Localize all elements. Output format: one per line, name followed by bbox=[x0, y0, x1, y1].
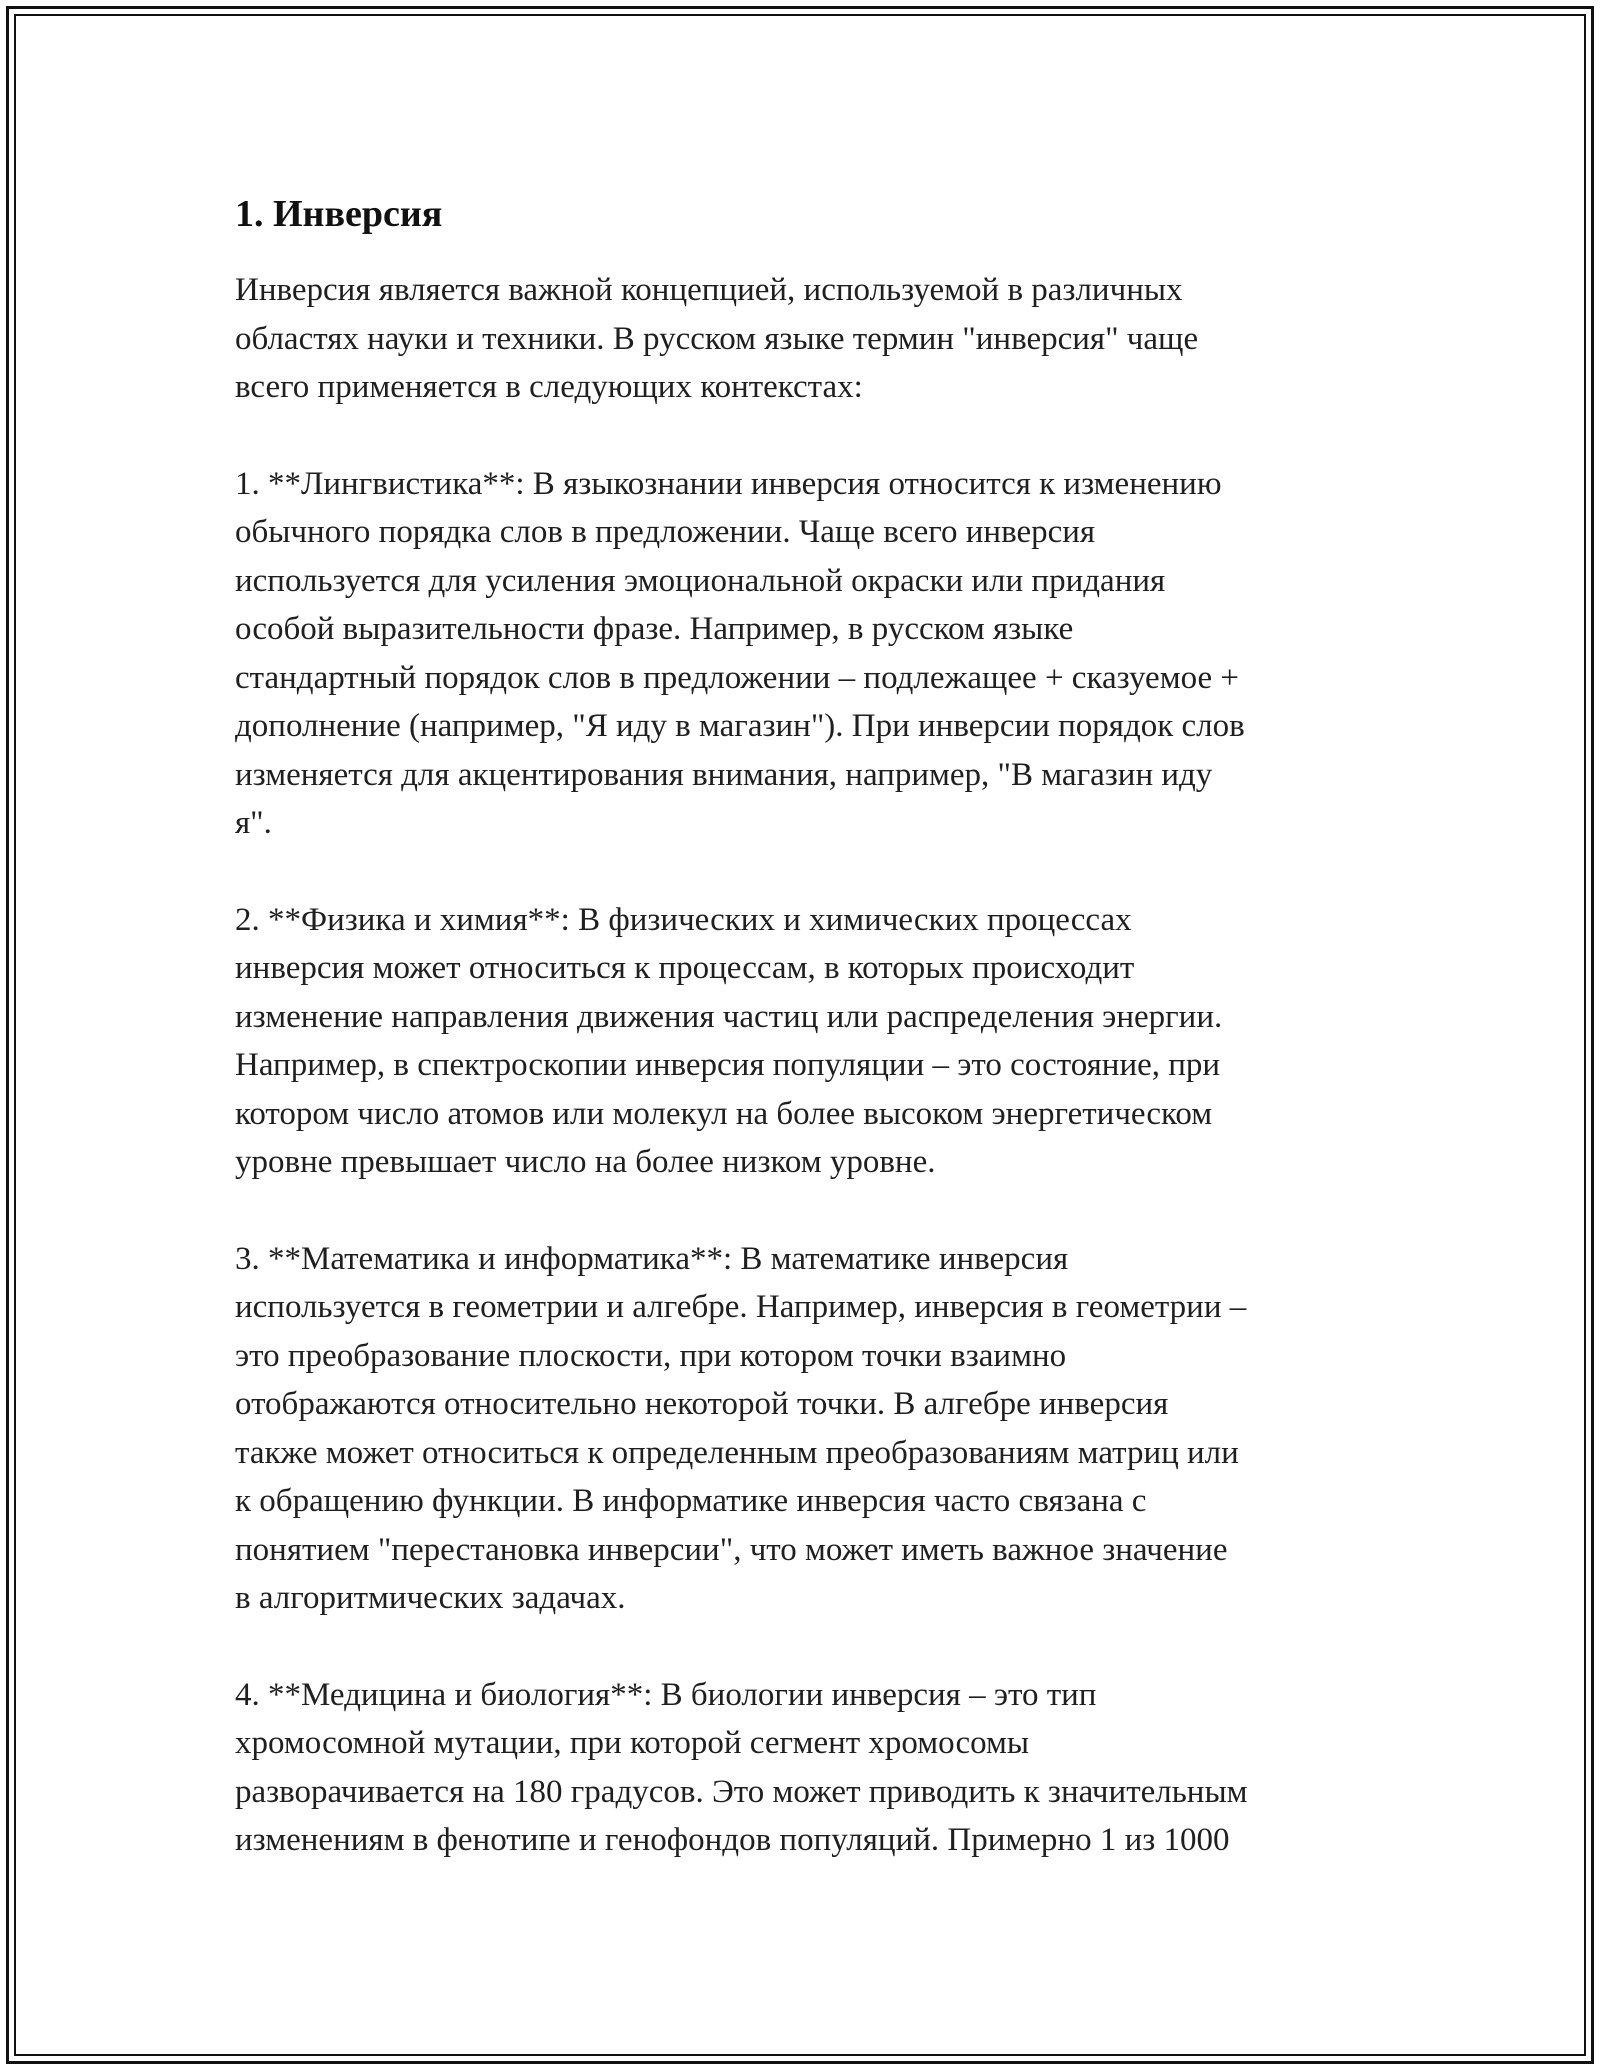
text-line: также может относиться к определенным преобразованиям матриц или bbox=[235, 1434, 1239, 1471]
text-line: обычного порядка слов в предложении. Чаще всего инверсия bbox=[235, 514, 1096, 550]
text-line: 2. **Физика и химия**: В физических и химических процессах bbox=[235, 901, 1132, 938]
text-line: изменяется для акцентирования внимания, например, "В магазин иду bbox=[235, 756, 1213, 793]
text-line: инверсия может относиться к процессам, в которых происходит bbox=[235, 950, 1135, 986]
text-line: изменениям в фенотипе и генофондов популяций. Примерно 1 из 1000 bbox=[235, 1822, 1230, 1858]
document-page bbox=[235, 188, 1375, 1913]
paragraph-linguistics bbox=[235, 460, 1375, 848]
text-line: понятием "перестановка инверсии", что может иметь важное значение bbox=[235, 1531, 1228, 1568]
text-line: это преобразование плоскости, при котором точки взаимно bbox=[235, 1337, 1067, 1374]
text-line: дополнение (например, "Я иду в магазин"). При инверсии порядок слов bbox=[235, 708, 1245, 744]
section-heading: 1. Инверсия bbox=[235, 193, 443, 235]
text-line: используется для усиления эмоциональной окраски или придания bbox=[235, 562, 1166, 599]
text-line: хромосомной мутации, при которой сегмент хромосомы bbox=[235, 1725, 1030, 1761]
paragraph-physics-chemistry bbox=[235, 896, 1375, 1187]
text-line: в алгоритмических задачах. bbox=[235, 1580, 626, 1616]
text-line: отображаются относительно некоторой точки. В алгебре инверсия bbox=[235, 1386, 1169, 1422]
paragraph-medicine-biology bbox=[235, 1671, 1375, 1865]
text-line: 3. **Математика и информатика**: В математике инверсия bbox=[235, 1240, 1069, 1277]
text-line: к обращению функции. В информатике инверсия часто связана с bbox=[235, 1483, 1147, 1519]
paragraph-intro bbox=[235, 266, 1375, 412]
text-line: особой выразительности фразе. Например, в русском языке bbox=[235, 611, 1074, 647]
text-line: изменение направления движения частиц или распределения энергии. bbox=[235, 998, 1223, 1035]
text-line: котором число атомов или молекул на более высоком энергетическом bbox=[235, 1095, 1213, 1132]
paragraph-math-informatics bbox=[235, 1235, 1375, 1623]
text-line: я". bbox=[235, 805, 272, 841]
text-line: используется в геометрии и алгебре. Например, инверсия в геометрии – bbox=[235, 1289, 1247, 1325]
text-line: уровне превышает число на более низком уровне. bbox=[235, 1144, 936, 1180]
text-line: Например, в спектроскопии инверсия популяции – это состояние, при bbox=[235, 1047, 1221, 1083]
text-line: Инверсия является важной концепцией, используемой в различных bbox=[235, 272, 1183, 308]
text-line: областях науки и техники. В русском языке термин "инверсия" чаще bbox=[235, 320, 1199, 357]
text-line: 4. **Медицина и биология**: В биологии инверсия – это тип bbox=[235, 1676, 1097, 1713]
text-line: 1. **Лингвистика**: В языкознании инверсия относится к изменению bbox=[235, 465, 1222, 502]
text-line: всего применяется в следующих контекстах: bbox=[235, 369, 863, 405]
text-line: стандартный порядок слов в предложении – подлежащее + сказуемое + bbox=[235, 659, 1239, 696]
text-line: разворачивается на 180 градусов. Это может приводить к значительным bbox=[235, 1773, 1248, 1810]
